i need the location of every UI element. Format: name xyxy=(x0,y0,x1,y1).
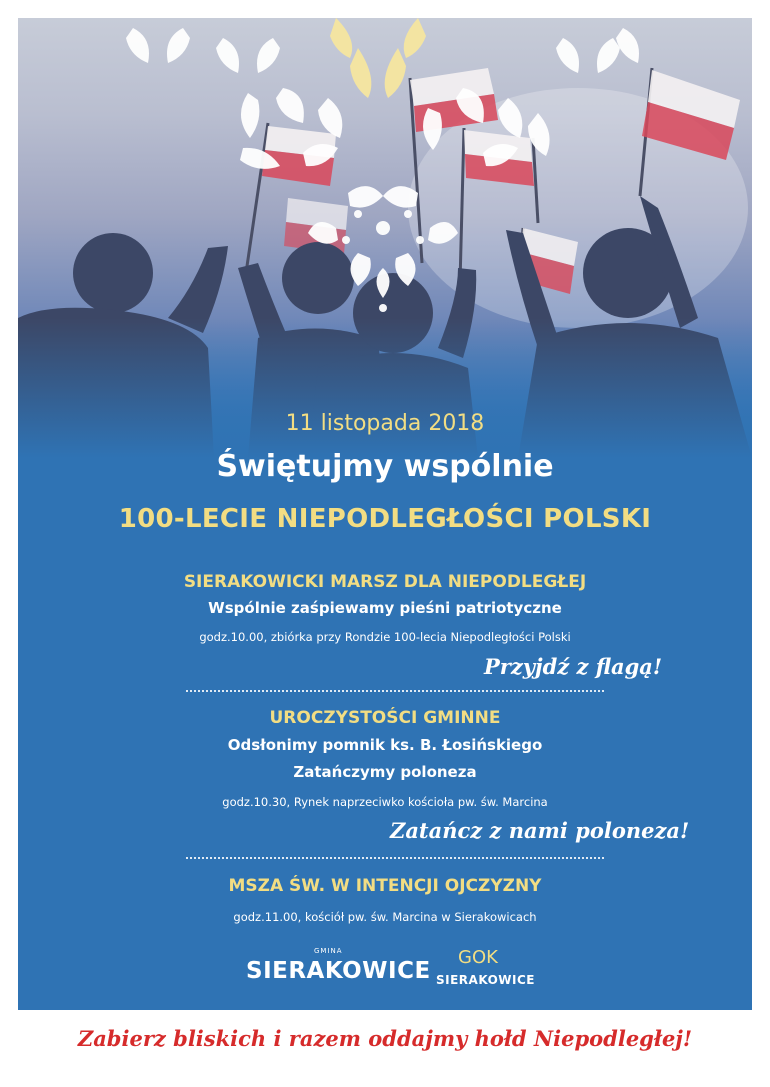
section-ceremony-subtitle-polonaise: Zatańczymy poloneza xyxy=(293,763,477,781)
section-march-slogan: Przyjdź z flagą! xyxy=(484,654,663,679)
section-march-heading: SIERAKOWICKI MARSZ DLA NIEPODLEGŁEJ xyxy=(183,572,587,592)
event-date: 11 listopada 2018 xyxy=(285,411,485,436)
gok-logo: GOK xyxy=(458,947,498,968)
section-ceremony-heading: UROCZYSTOŚCI GMINNE xyxy=(269,708,501,728)
headline-anniversary: 100-LECIE NIEPODLEGŁOŚCI POLSKI xyxy=(118,504,652,534)
crowd-with-flags-illustration xyxy=(18,18,752,458)
hero-photo xyxy=(18,18,752,458)
section-march-info: godz.10.00, zbiórka przy Rondzie 100-lecia Niepodległości Polski xyxy=(199,630,571,644)
dotted-divider xyxy=(186,857,604,859)
section-mass-info: godz.11.00, kościół pw. św. Marcina w Sierakowicach xyxy=(233,910,537,924)
section-ceremony-slogan: Zatańcz z nami poloneza! xyxy=(390,818,690,843)
section-march-subtitle: Wspólnie zaśpiewamy pieśni patriotyczne xyxy=(208,599,562,617)
gmina-sierakowice-logo: SIERAKOWICE xyxy=(246,958,431,984)
section-mass-heading: MSZA ŚW. W INTENCJI OJCZYZNY xyxy=(228,876,542,896)
headline: Świętujmy wspólnie xyxy=(216,449,554,484)
section-ceremony-info: godz.10.30, Rynek naprzeciwko kościoła pw. św. Marcina xyxy=(222,795,548,809)
section-ceremony-subtitle-monument: Odsłonimy pomnik ks. B. Łosińskiego xyxy=(227,736,543,754)
footer-slogan: Zabierz bliskich i razem oddajmy hołd Niepodległej! xyxy=(77,1026,693,1051)
gok-sierakowice-logo: SIERAKOWICE xyxy=(436,973,535,987)
poster xyxy=(18,18,752,1010)
gmina-logo-label: GMINA xyxy=(314,947,343,955)
dotted-divider xyxy=(186,690,604,692)
fade-overlay xyxy=(18,318,752,458)
